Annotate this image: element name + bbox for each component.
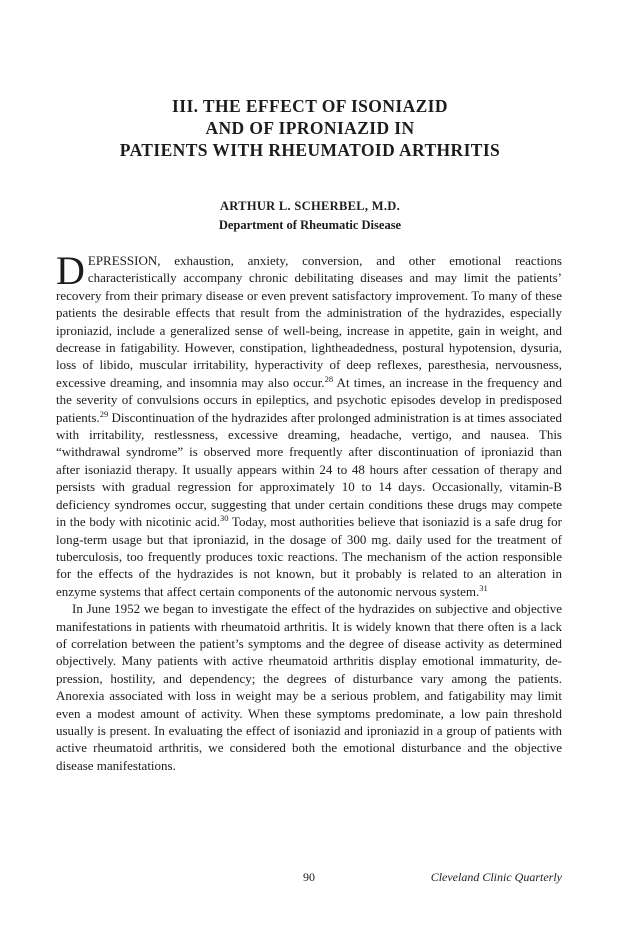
title-line-3: PATIENTS WITH RHEUMATOID ARTHRITIS (119, 140, 501, 160)
paragraph-1-segment-1: EPRESSION, exhaustion, anxiety, conversion, and other emotional reactions characteristically accompany chronic debilitating diseases and may limit the patients’ recovery from their primary disease or even prevent satisfactory improvement. To many of these patients the desirable effects that result from the administration of the hydrazides, especially iproniazid, include a generalized sense of well-being, increase in appetite, gain in weight, and decrease in fatigability. However, constipation, lightheadedness, postural hypotension, dysuria, loss of libido, muscular irritability, hyperactivity of deep reflexes, paresthesia, nervousness, excessive dreaming, and insomnia may also occur. (56, 253, 562, 390)
title-line-1: III. THE EFFECT OF ISONIAZID (172, 96, 448, 116)
reference-31: 31 (479, 582, 488, 593)
reference-29: 29 (99, 408, 109, 419)
drop-cap: D (56, 248, 85, 293)
article-title (60, 95, 560, 161)
paragraph-2: In June 1952 we began to investigate the effect of the hydrazides on subjective and objective manifestations in patients with rheumatoid arthritis. It is widely known that there often is a lack of correlation between the patient’s symptoms and the degree of disease activity as determined objectively. Many patients with active rheumatoid arthritis display emotional immaturity, depression, hostility, and dependency; the degrees of disturbance vary among the patients. Anorexia associated with loss in weight may be a serious problem, and fatigability may limit even a modest amount of activity. When these symptoms predominate, a low pain threshold usually is present. In evaluating the effect of isoniazid and iproniazid in a group of patients with active rheumatoid arthritis, we considered both the emotional disturbance and the objective disease manifestations. (56, 601, 562, 773)
reference-28: 28 (324, 373, 334, 384)
paragraph-1-segment-4: Today, most authorities believe that isoniazid is a safe drug for long-term usage but that iproniazid, in the dosage of 300 mg. daily used for the treatment of tuberculosis, too frequently produces toxic reactions. The mechanism of the action responsible for the effects of the hydrazides is not known, but it probably is related to an alteration in enzyme systems that affect certain components of the autonomic nervous system. (56, 514, 562, 599)
title-line-2: AND OF IPRONIAZID IN (205, 118, 415, 138)
reference-30: 30 (219, 513, 229, 524)
article-body (56, 248, 563, 774)
paragraph-1-segment-2: At times, an increase in the frequency and the severity of convulsions occurs in epileptics, and psychotic episodes develop in predisposed patients. (56, 374, 563, 425)
author-department: Department of Rheumatic Disease (218, 218, 402, 232)
journal-name: Cleveland Clinic Quarterly (430, 870, 562, 884)
page-number: 90 (303, 870, 315, 884)
paragraph-1 (56, 248, 563, 600)
paragraph-1-segment-3: Discontinuation of the hydrazides after prolonged administration is at times associated with irritability, restlessness, excessive dreaming, headache, vertigo, and nausea. This “withdrawal syndrome” is observed more frequently after discontinuation of iproniazid than after isoniazid therapy. It usually appears within 24 to 48 hours after cessation of therapy and persists with gradual regression for approximately 10 to 14 days. Occasionally, vitamin-B deficiency syndromes occur, suggesting that under certain conditions these drugs may compete in the body with nicotinic acid. (56, 409, 562, 530)
author-name: ARTHUR L. SCHERBEL, M.D. (219, 199, 401, 213)
page-footer (56, 870, 562, 888)
